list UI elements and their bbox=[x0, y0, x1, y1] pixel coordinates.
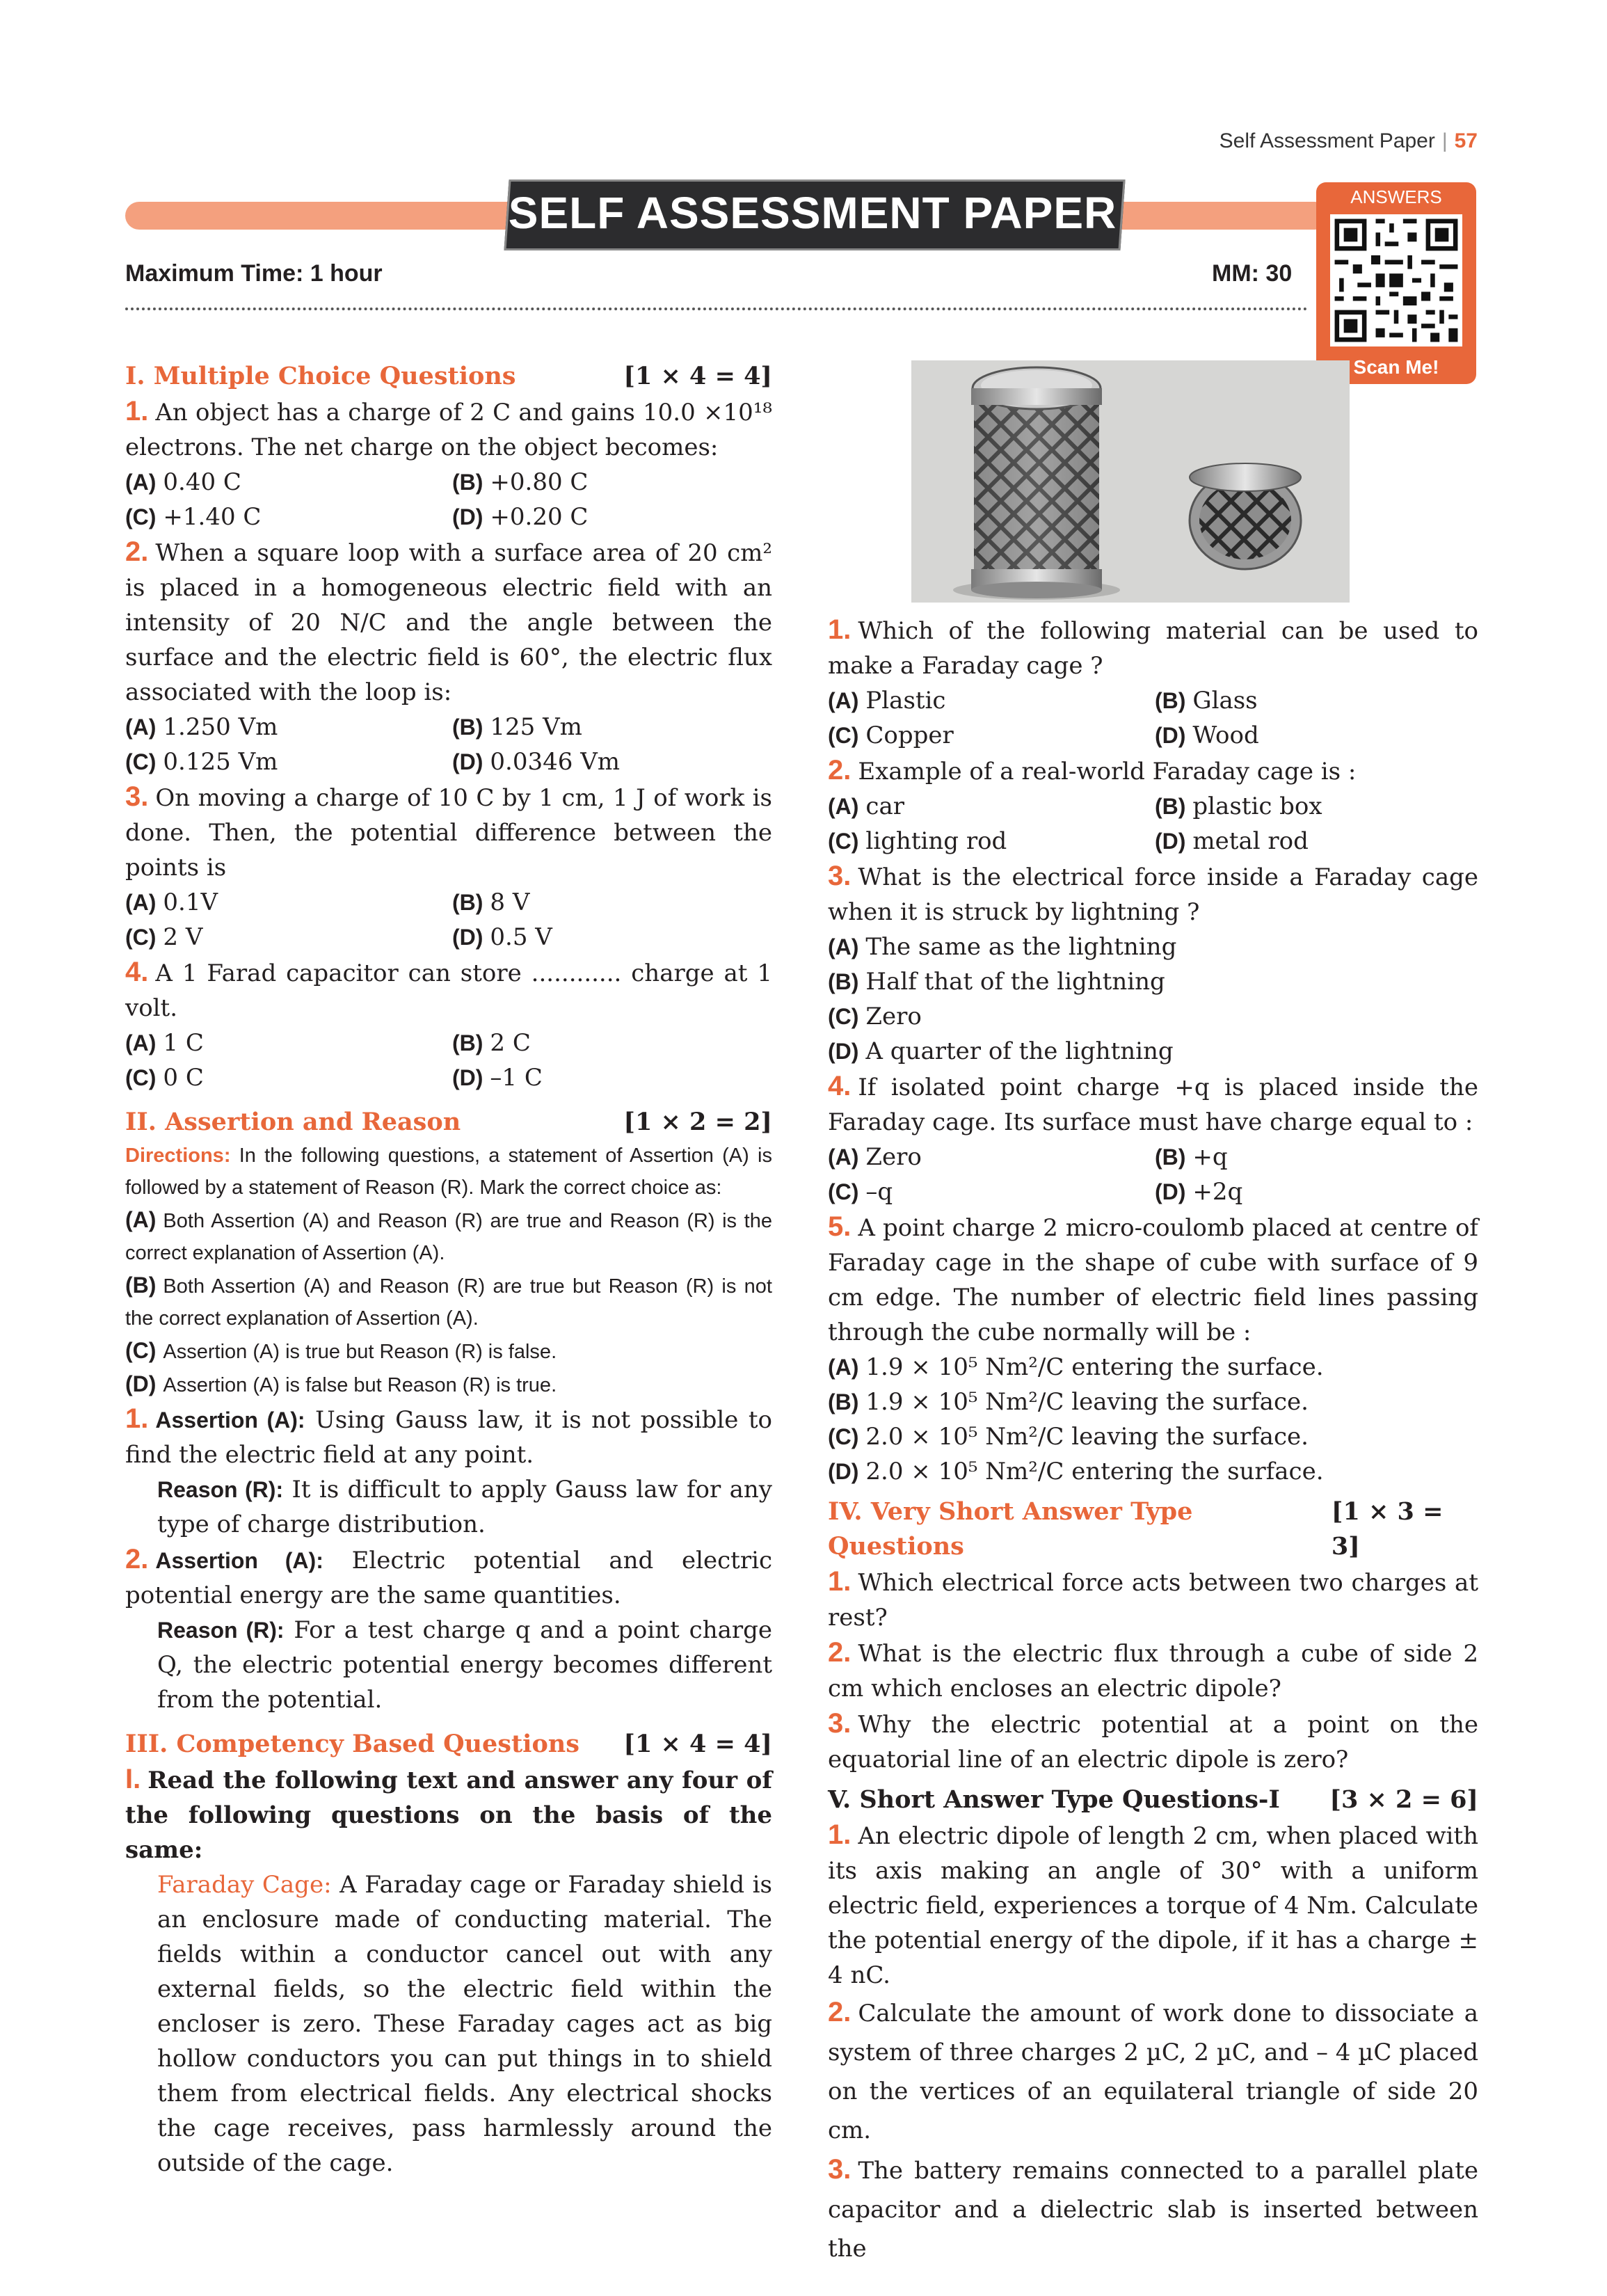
option[interactable] bbox=[828, 1034, 1478, 1069]
ar-choice bbox=[125, 1204, 772, 1269]
option[interactable] bbox=[828, 1350, 1478, 1385]
option[interactable] bbox=[125, 500, 452, 534]
option-text: Glass bbox=[1192, 687, 1258, 715]
option-label: (D) bbox=[452, 749, 483, 774]
option[interactable] bbox=[452, 1060, 772, 1095]
option-text: Both Assertion (A) and Reason (R) are true and Reason (R) is the correct explanation of Assertion (A). bbox=[125, 1210, 772, 1264]
reason-text: For a test charge q and a point charge Q, the electric potential energy becomes different from the potential. bbox=[157, 1616, 772, 1714]
option-label: (D) bbox=[452, 1065, 483, 1090]
options bbox=[125, 465, 772, 534]
question-number: 3. bbox=[125, 781, 149, 812]
reason bbox=[125, 1472, 772, 1542]
section-header bbox=[828, 1494, 1478, 1564]
options bbox=[828, 930, 1478, 1069]
question-text: Example of a real-world Faraday cage is : bbox=[858, 758, 1357, 786]
option-label: (A) bbox=[125, 1207, 157, 1232]
option-text: –1 C bbox=[490, 1064, 543, 1092]
option-text: 0 C bbox=[163, 1064, 204, 1092]
option-text: Assertion (A) is true but Reason (R) is false. bbox=[163, 1341, 557, 1363]
option[interactable] bbox=[828, 930, 1478, 964]
assertion-label: Assertion (A): bbox=[155, 1548, 323, 1573]
left-column bbox=[125, 353, 772, 2181]
option-text: –q bbox=[865, 1178, 893, 1206]
option[interactable] bbox=[452, 920, 772, 955]
option[interactable] bbox=[1155, 1140, 1478, 1174]
option-text: 1 C bbox=[163, 1029, 204, 1057]
option-label: (B) bbox=[452, 715, 483, 740]
option-label: (C) bbox=[125, 749, 157, 774]
options bbox=[828, 1140, 1478, 1209]
section-header bbox=[125, 1727, 772, 1762]
option-label: (A) bbox=[125, 890, 157, 915]
question bbox=[828, 1564, 1478, 1635]
question bbox=[828, 1209, 1478, 1350]
question-text: Why the electric potential at a point on the equatorial line of an electric dipole is zero? bbox=[828, 1711, 1478, 1773]
option-label: (B) bbox=[828, 969, 859, 994]
question bbox=[828, 1817, 1478, 1993]
ar-choice bbox=[125, 1334, 772, 1368]
page-number: 57 bbox=[1454, 129, 1478, 152]
reason-text: It is difficult to apply Gauss law for any type of charge distribution. bbox=[157, 1476, 772, 1538]
options bbox=[828, 789, 1478, 859]
option-label: (A) bbox=[125, 715, 157, 740]
option-label: (C) bbox=[125, 1338, 157, 1363]
section-header bbox=[125, 1105, 772, 1140]
option[interactable] bbox=[828, 824, 1155, 859]
question-number: 1. bbox=[828, 1819, 852, 1850]
option[interactable] bbox=[452, 1026, 772, 1060]
question-text: A 1 Farad capacitor can store ............ charge at 1 volt. bbox=[125, 959, 772, 1022]
option[interactable] bbox=[125, 465, 452, 500]
option-text: 0.40 C bbox=[163, 468, 241, 496]
options bbox=[125, 1026, 772, 1095]
options bbox=[125, 710, 772, 779]
option-text: +0.20 C bbox=[490, 503, 589, 531]
option-label: (B) bbox=[452, 470, 483, 495]
faraday-cage-photo bbox=[911, 360, 1350, 603]
option-label: (D) bbox=[452, 925, 483, 950]
qr-code-icon[interactable] bbox=[1330, 214, 1462, 346]
option-text: 125 Vm bbox=[490, 713, 582, 741]
directions-label: Directions: bbox=[125, 1145, 231, 1167]
option[interactable] bbox=[1155, 789, 1478, 824]
option-label: (A) bbox=[828, 934, 859, 959]
option-label: (A) bbox=[828, 1355, 859, 1380]
passage-text: A Faraday cage or Faraday shield is an enclosure made of conducting material. The fields within a conductor cancel out with any external fields, so the electric field within the encloser is zero. These Faraday cages act as big hollow conductors you can put things in to shield them from electrical fields. Any electrical shocks the cage receives, pass harmlessly around the outside of the cage. bbox=[157, 1871, 772, 2177]
section-marks: [1 × 4 = 4] bbox=[623, 1730, 772, 1758]
question-number: 3. bbox=[828, 1708, 852, 1739]
question bbox=[828, 612, 1478, 683]
option[interactable] bbox=[828, 1174, 1155, 1209]
question-text: Which of the following material can be used to make a Faraday cage ? bbox=[828, 617, 1478, 680]
question-number: 2. bbox=[125, 1544, 149, 1574]
page-title: SELF ASSESSMENT PAPER 1 bbox=[508, 188, 1117, 305]
option-text: 2 C bbox=[490, 1029, 531, 1057]
question-text: When a square loop with a surface area of 20 cm² is placed in a homogeneous electric field with an intensity of 20 N/C and the angle between the surface and the electric field is 60°, the electric flux associated with the loop is: bbox=[125, 539, 772, 706]
question-number: 2. bbox=[828, 1637, 852, 1668]
right-column bbox=[828, 612, 1478, 2268]
option[interactable] bbox=[828, 1385, 1478, 1419]
ar-choice bbox=[125, 1269, 772, 1334]
question-number: 2. bbox=[828, 1997, 852, 2027]
question-text: An object has a charge of 2 C and gains 10.0 ×10¹⁸ electrons. The net charge on the object becomes: bbox=[125, 399, 772, 461]
options bbox=[828, 1350, 1478, 1489]
question bbox=[125, 534, 772, 710]
assertion bbox=[125, 1542, 772, 1613]
option-text: 0.1V bbox=[163, 888, 218, 916]
section-header bbox=[125, 359, 772, 394]
ar-choice bbox=[125, 1368, 772, 1401]
question-text: What is the electrical force inside a Faraday cage when it is struck by lightning ? bbox=[828, 863, 1478, 926]
option-label: (C) bbox=[125, 1065, 157, 1090]
option[interactable] bbox=[828, 964, 1478, 999]
directions-text: In the following questions, a statement of Assertion (A) is followed by a statement of Reason (R). Mark the correct choice as: bbox=[125, 1145, 772, 1199]
question bbox=[828, 1993, 1478, 2150]
question-number: I. bbox=[125, 1764, 141, 1794]
option[interactable] bbox=[828, 789, 1155, 824]
question bbox=[828, 753, 1478, 789]
option-text: 2.0 × 10⁵ Nm²/C leaving the surface. bbox=[865, 1423, 1309, 1451]
option-text: Zero bbox=[865, 1003, 922, 1030]
assertion-text: Electric potential and electric potential energy are the same quantities. bbox=[125, 1547, 773, 1609]
question-text: What is the electric flux through a cube of side 2 cm which encloses an electric dipole? bbox=[828, 1640, 1478, 1703]
question-number: 3. bbox=[828, 861, 852, 891]
option-label: (C) bbox=[125, 925, 157, 950]
option[interactable] bbox=[828, 999, 1478, 1034]
option-text: 0.0346 Vm bbox=[490, 748, 620, 776]
option-text: Assertion (A) is false but Reason (R) is true. bbox=[163, 1374, 557, 1396]
options bbox=[125, 885, 772, 955]
question-number: 3. bbox=[828, 2154, 852, 2185]
qr-bottom-label: Scan Me! bbox=[1353, 356, 1439, 378]
option-text: 1.9 × 10⁵ Nm²/C leaving the surface. bbox=[865, 1388, 1309, 1416]
option-text: 0.5 V bbox=[490, 923, 552, 951]
option-text: 2.0 × 10⁵ Nm²/C entering the surface. bbox=[865, 1458, 1324, 1485]
option[interactable] bbox=[828, 1140, 1155, 1174]
option-label: (C) bbox=[828, 829, 859, 854]
option-label: (A) bbox=[125, 1030, 157, 1055]
option-label: (B) bbox=[1155, 1145, 1186, 1170]
option-label: (D) bbox=[1155, 829, 1186, 854]
option[interactable] bbox=[452, 885, 772, 920]
option-text: 1.9 × 10⁵ Nm²/C entering the surface. bbox=[865, 1353, 1324, 1381]
question-number: 1. bbox=[125, 1403, 149, 1434]
option-text: Both Assertion (A) and Reason (R) are true but Reason (R) is not the correct explanation of Assertion (A). bbox=[125, 1275, 772, 1330]
option-text: 2 V bbox=[163, 923, 203, 951]
section-title: V. Short Answer Type Questions-I bbox=[828, 1785, 1280, 1814]
option-label: (B) bbox=[452, 1030, 483, 1055]
option-text: 1.250 Vm bbox=[163, 713, 278, 741]
option-label: (C) bbox=[125, 504, 157, 529]
option[interactable] bbox=[1155, 718, 1478, 753]
option-text: lighting rod bbox=[865, 827, 1007, 855]
option-text: car bbox=[865, 792, 904, 820]
section-header bbox=[828, 1783, 1478, 1817]
option-label: (D) bbox=[125, 1371, 157, 1396]
passage-title: Faraday Cage: bbox=[157, 1871, 332, 1899]
question-text: A point charge 2 micro-coulomb placed at centre of Faraday cage in the shape of cube with surface of 9 cm edge. The number of electric field lines passing through the cube normally will be : bbox=[828, 1214, 1478, 1346]
max-marks: MM: 30 bbox=[1212, 260, 1293, 287]
option[interactable] bbox=[125, 920, 452, 955]
running-header bbox=[1220, 129, 1478, 153]
section-title: IV. Very Short Answer Type Questions bbox=[828, 1497, 1193, 1561]
question bbox=[828, 2150, 1478, 2268]
option-label: (B) bbox=[452, 890, 483, 915]
option-label: (A) bbox=[828, 794, 859, 819]
question-number: 4. bbox=[125, 957, 149, 987]
qr-top-label: ANSWERS bbox=[1350, 186, 1442, 207]
option[interactable] bbox=[125, 1026, 452, 1060]
option[interactable] bbox=[125, 710, 452, 744]
option[interactable] bbox=[1155, 824, 1478, 859]
option[interactable] bbox=[452, 465, 772, 500]
question bbox=[125, 394, 772, 465]
option-text: +2q bbox=[1192, 1178, 1243, 1206]
option[interactable] bbox=[828, 683, 1155, 718]
option-text: Half that of the lightning bbox=[865, 968, 1165, 996]
question-text: Which electrical force acts between two charges at rest? bbox=[828, 1569, 1478, 1632]
section-title: III. Competency Based Questions bbox=[125, 1730, 579, 1758]
assertion bbox=[125, 1401, 772, 1472]
option[interactable] bbox=[125, 885, 452, 920]
option-label: (A) bbox=[828, 688, 859, 713]
option-label: (B) bbox=[125, 1273, 157, 1298]
option-label: (B) bbox=[1155, 688, 1186, 713]
option-label: (D) bbox=[1155, 723, 1186, 748]
assertion-text: Using Gauss law, it is not possible to find the electric field at any point. bbox=[125, 1406, 773, 1469]
option-label: (D) bbox=[828, 1039, 859, 1064]
option[interactable] bbox=[452, 710, 772, 744]
option[interactable] bbox=[452, 500, 772, 534]
question bbox=[828, 1706, 1478, 1777]
option[interactable] bbox=[1155, 1174, 1478, 1209]
running-title: Self Assessment Paper bbox=[1219, 129, 1435, 152]
option-text: plastic box bbox=[1192, 792, 1322, 820]
option-label: (B) bbox=[828, 1389, 859, 1414]
question-number: 1. bbox=[828, 614, 852, 645]
option-text: Plastic bbox=[865, 687, 946, 715]
option-text: Copper bbox=[865, 722, 954, 749]
section-title: I. Multiple Choice Questions bbox=[125, 362, 516, 390]
question bbox=[828, 1069, 1478, 1140]
case-intro-text: Read the following text and answer any four of the following questions on the basis of the same: bbox=[125, 1767, 772, 1864]
qr-panel[interactable] bbox=[1316, 182, 1476, 384]
option-label: (C) bbox=[828, 1424, 859, 1449]
question bbox=[125, 779, 772, 885]
option[interactable] bbox=[452, 744, 772, 779]
question-number: 2. bbox=[828, 755, 852, 786]
header-separator: | bbox=[1441, 129, 1448, 152]
option-text: The same as the lightning bbox=[865, 933, 1177, 961]
option-label: (D) bbox=[828, 1459, 859, 1484]
option-label: (A) bbox=[125, 470, 157, 495]
option[interactable] bbox=[828, 1419, 1478, 1454]
option-text: metal rod bbox=[1192, 827, 1309, 855]
option[interactable] bbox=[828, 718, 1155, 753]
question-text: Calculate the amount of work done to dissociate a system of three charges 2 µC, 2 µC, and – 4 µC placed on the vertices of an equilateral triangle of side 20 cm. bbox=[828, 2000, 1478, 2144]
option[interactable] bbox=[828, 1454, 1478, 1489]
reason bbox=[125, 1613, 772, 1717]
option-text: 8 V bbox=[490, 888, 530, 916]
question bbox=[828, 859, 1478, 930]
question-number: 4. bbox=[828, 1071, 852, 1101]
dotted-divider bbox=[125, 308, 1308, 310]
option-text: +0.80 C bbox=[490, 468, 589, 496]
option[interactable] bbox=[125, 1060, 452, 1095]
reason-label: Reason (R): bbox=[157, 1477, 284, 1502]
question-number: 1. bbox=[125, 396, 149, 426]
question bbox=[828, 1635, 1478, 1706]
question-number: 5. bbox=[828, 1211, 852, 1242]
option-label: (C) bbox=[828, 723, 859, 748]
option-text: Zero bbox=[865, 1143, 922, 1171]
case-passage bbox=[125, 1867, 772, 2181]
assertion-label: Assertion (A): bbox=[155, 1408, 305, 1433]
directions bbox=[125, 1140, 772, 1204]
reason-label: Reason (R): bbox=[157, 1618, 285, 1643]
question-text: The battery remains connected to a parallel plate capacitor and a dielectric slab is inserted between the bbox=[828, 2157, 1478, 2263]
max-time: Maximum Time: 1 hour bbox=[125, 260, 383, 287]
option-text: A quarter of the lightning bbox=[865, 1037, 1174, 1065]
option-label: (C) bbox=[828, 1004, 859, 1029]
section-marks: [1 × 2 = 2] bbox=[623, 1108, 772, 1136]
option-label: (C) bbox=[828, 1179, 859, 1204]
question-text: On moving a charge of 10 C by 1 cm, 1 J of work is done. Then, the potential difference between the points is bbox=[125, 784, 772, 882]
option-text: +q bbox=[1192, 1143, 1228, 1171]
question-number: 2. bbox=[125, 536, 149, 567]
option[interactable] bbox=[125, 744, 452, 779]
option-text: 0.125 Vm bbox=[163, 748, 278, 776]
case-intro bbox=[125, 1762, 772, 1867]
option-text: +1.40 C bbox=[163, 503, 262, 531]
option-label: (D) bbox=[1155, 1179, 1186, 1204]
question-text: If isolated point charge +q is placed inside the Faraday cage. Its surface must have charge equal to : bbox=[828, 1074, 1478, 1136]
option-label: (A) bbox=[828, 1145, 859, 1170]
options bbox=[828, 683, 1478, 753]
option-label: (B) bbox=[1155, 794, 1186, 819]
option-label: (D) bbox=[452, 504, 483, 529]
section-title: II. Assertion and Reason bbox=[125, 1108, 461, 1136]
section-marks: [1 × 4 = 4] bbox=[623, 362, 772, 390]
section-marks: [3 × 2 = 6] bbox=[1329, 1785, 1478, 1814]
option[interactable] bbox=[1155, 683, 1478, 718]
question-number: 1. bbox=[828, 1566, 852, 1597]
question bbox=[125, 955, 772, 1026]
option-text: Wood bbox=[1192, 722, 1259, 749]
question-text: An electric dipole of length 2 cm, when placed with its axis making an angle of 30° with a uniform electric field, experiences a torque of 4 Nm. Calculate the potential energy of the dipole, if it has a charge ± 4 nC. bbox=[828, 1822, 1478, 1989]
section-marks: [1 × 3 = 3] bbox=[1331, 1497, 1444, 1561]
